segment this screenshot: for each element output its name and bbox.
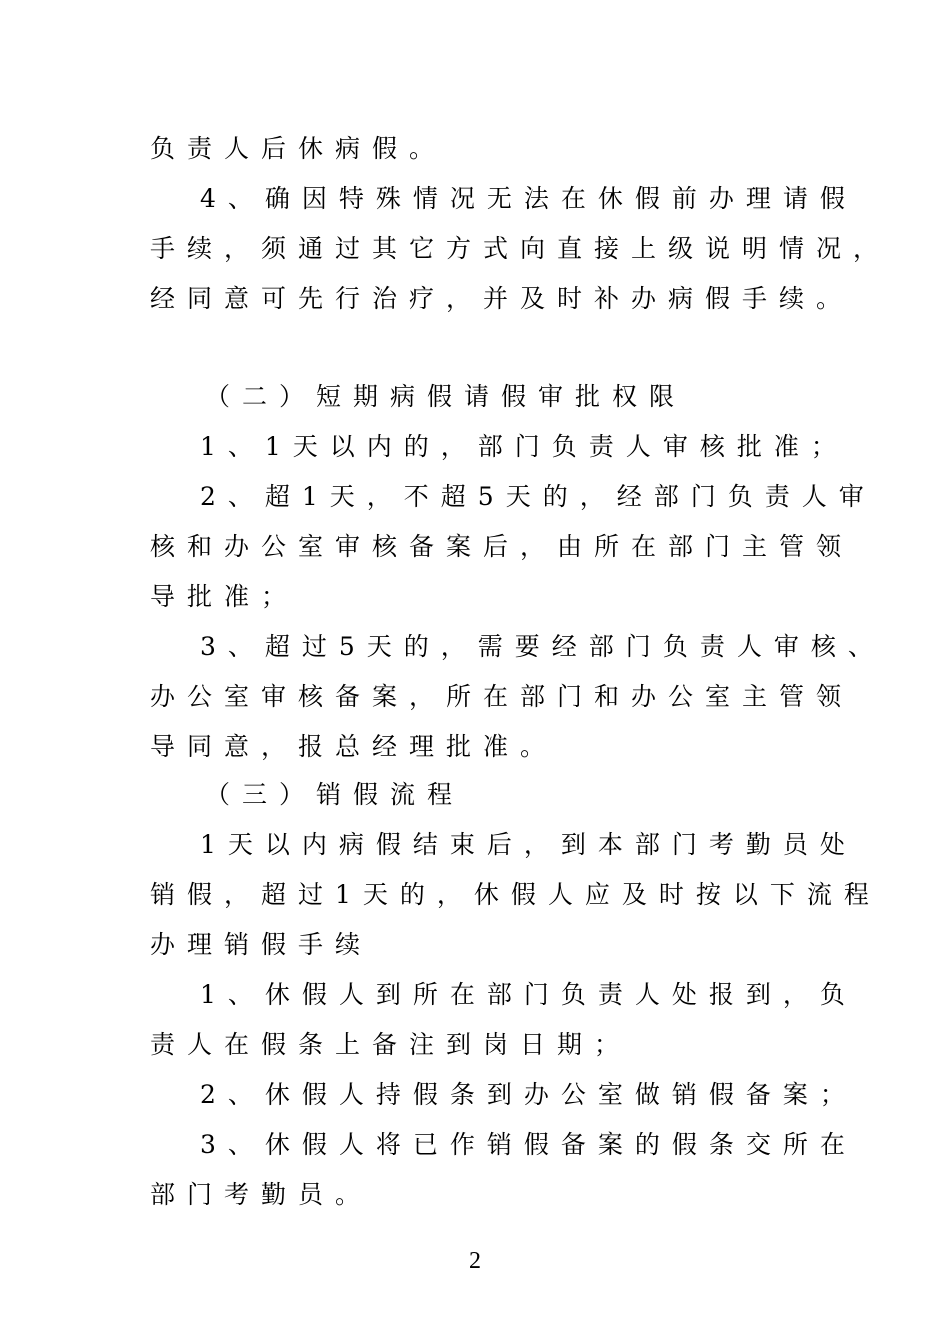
paragraph-line: 2、超1天，不超5天的，经部门负责人审 [200, 482, 876, 511]
paragraph-line: 责人在假条上备注到岗日期； [150, 1030, 632, 1059]
paragraph-line: 办公室审核备案，所在部门和办公室主管领 [150, 682, 854, 711]
section-heading: （三）销假流程 [205, 780, 465, 809]
page-number: 2 [469, 1248, 481, 1274]
paragraph-line: 1天以内病假结束后，到本部门考勤员处 [200, 830, 857, 859]
paragraph-line: 导批准； [150, 582, 299, 611]
paragraph-line: 核和办公室审核备案后，由所在部门主管领 [150, 532, 854, 561]
paragraph-line: 1、1天以内的，部门负责人审核批准； [200, 432, 848, 461]
paragraph-line: 经同意可先行治疗，并及时补办病假手续。 [150, 284, 854, 313]
paragraph-line: 3、超过5天的，需要经部门负责人审核、 [200, 632, 885, 661]
paragraph-line: 部门考勤员。 [150, 1180, 373, 1209]
paragraph-line: 1、休假人到所在部门负责人处报到，负 [200, 980, 857, 1009]
paragraph-line: 手续，须通过其它方式向直接上级说明情况， [150, 234, 891, 263]
paragraph-line: 负责人后休病假。 [150, 134, 447, 163]
paragraph-line: 办理销假手续 [150, 930, 373, 959]
paragraph-line: 销假，超过1天的，休假人应及时按以下流程 [150, 880, 881, 909]
section-heading: （二）短期病假请假审批权限 [205, 382, 687, 411]
paragraph-line: 4、确因特殊情况无法在休假前办理请假 [200, 184, 857, 213]
paragraph-line: 3、休假人将已作销假备案的假条交所在 [200, 1130, 857, 1159]
paragraph-line: 导同意，报总经理批准。 [150, 732, 558, 761]
paragraph-line: 2、休假人持假条到办公室做销假备案； [200, 1080, 857, 1109]
